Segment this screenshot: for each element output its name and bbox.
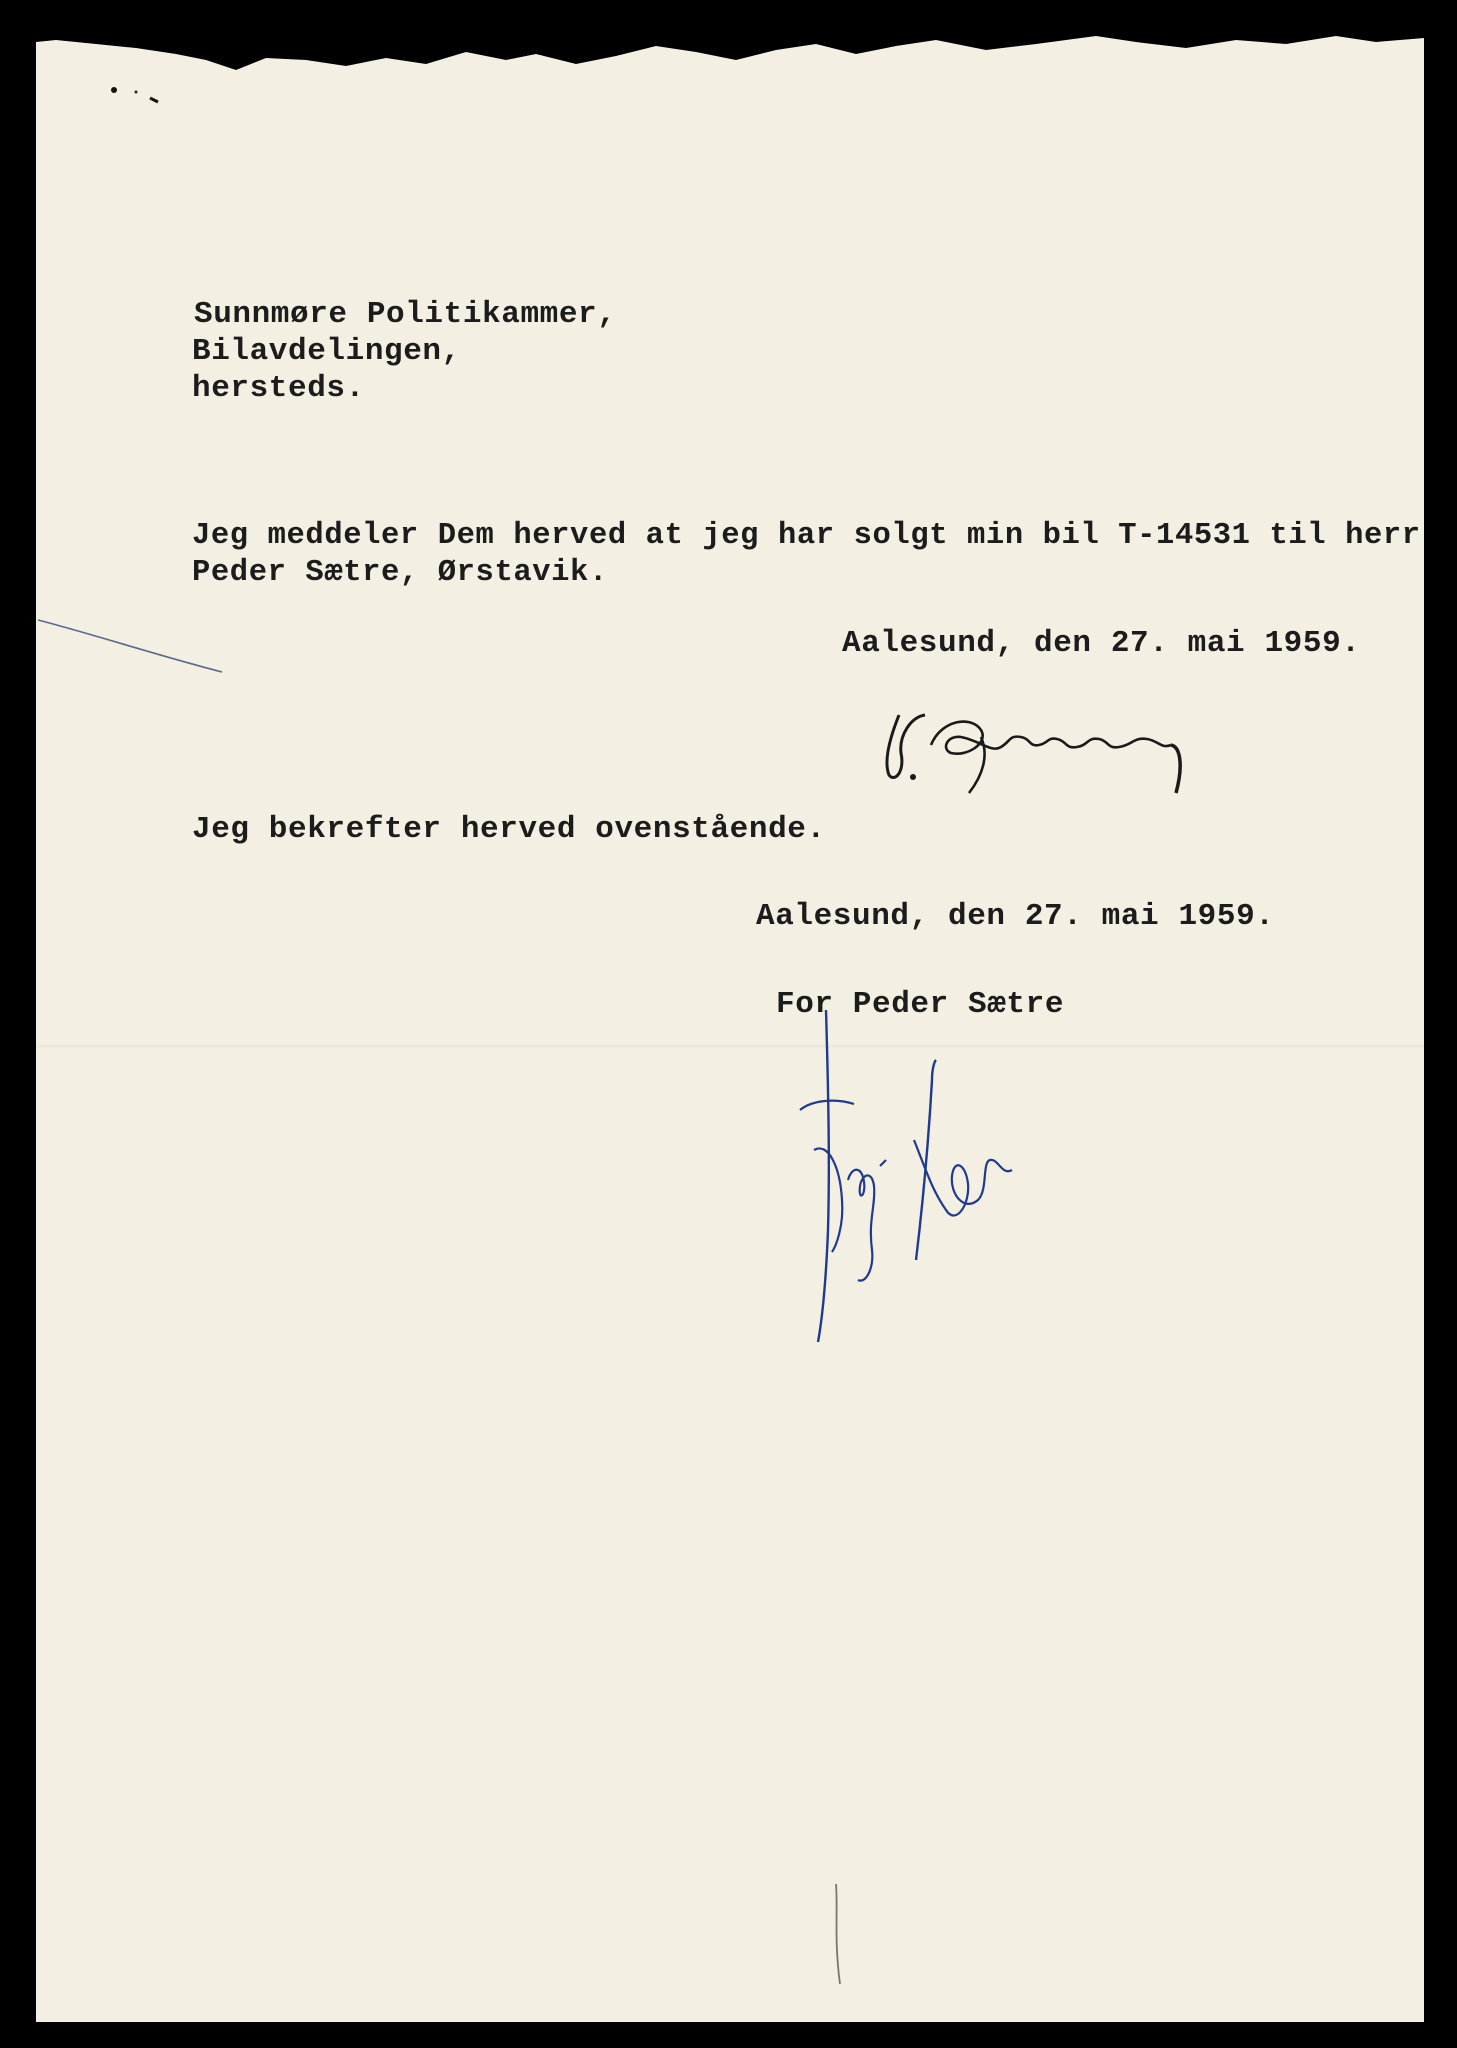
ink-specks xyxy=(106,82,196,122)
signature-2 xyxy=(756,990,1086,1370)
recipient-line-3: hersteds. xyxy=(192,371,365,406)
body-line-1: Jeg meddeler Dem herved at jeg har solgt min bil T-14531 til herr xyxy=(192,519,1421,553)
confirmation-line: Jeg bekrefter herved ovenstående. xyxy=(192,812,826,847)
pencil-stroke xyxy=(36,610,226,680)
for-line: For Peder Sætre xyxy=(776,987,1065,1022)
fold-line xyxy=(36,1045,1424,1049)
date-line-2: Aalesund, den 27. mai 1959. xyxy=(756,899,1275,934)
pencil-mark xyxy=(816,1880,856,1990)
body-line-2: Peder Sætre, Ørstavik. xyxy=(192,556,608,590)
torn-top-edge xyxy=(36,30,1424,70)
recipient-line-2: Bilavdelingen, xyxy=(192,334,461,369)
date-line-1: Aalesund, den 27. mai 1959. xyxy=(842,626,1361,661)
letter-sheet xyxy=(36,30,1424,2022)
signature-1 xyxy=(871,675,1291,805)
recipient-line-1: Sunnmøre Politikammer, xyxy=(194,297,617,332)
